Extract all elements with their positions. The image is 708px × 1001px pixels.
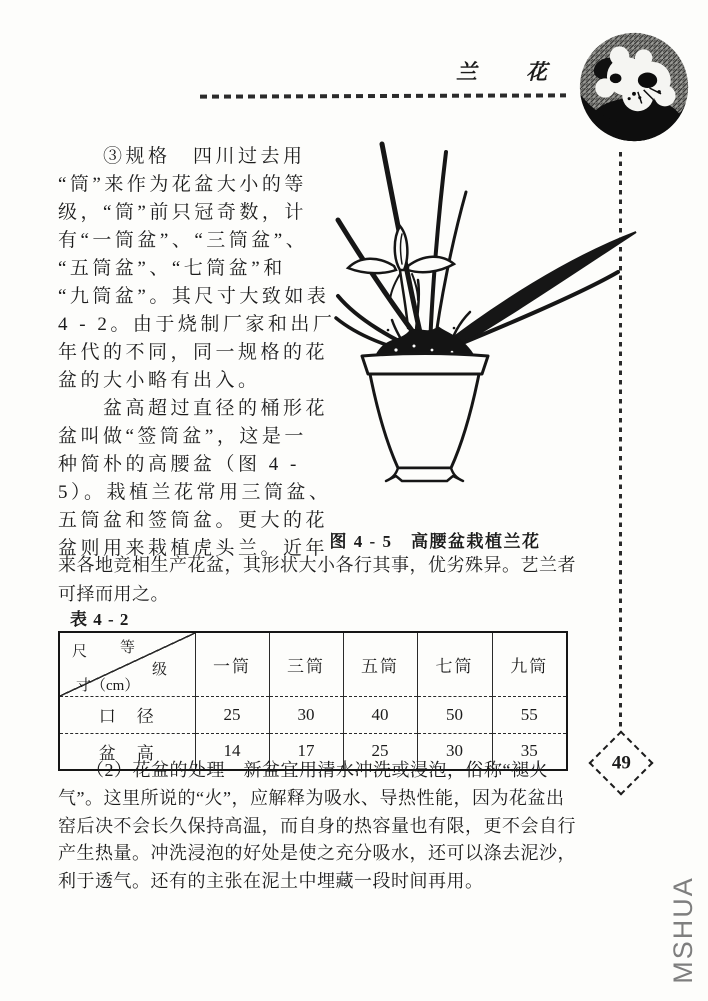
text-line: 有“一筒盆”、“三筒盆”、: [58, 230, 309, 251]
row-header: 盆 高: [59, 733, 195, 770]
text-line: 盆则用来栽植虎头兰。近年: [58, 538, 329, 559]
table-cell: 17: [269, 733, 343, 770]
text-line: 盆高超过直径的桶形花: [58, 398, 329, 419]
text-line: 气”。这里所说的“火”，应解释为吸水、导热性能，因为花盆出: [58, 787, 565, 808]
corner-char: 寸（cm）: [76, 678, 140, 694]
text-line: 可择而用之。: [58, 583, 169, 604]
table-cell: 25: [343, 733, 417, 770]
text-line: 五筒盆和签筒盆。更大的花: [58, 510, 329, 531]
table-cell: 50: [417, 696, 492, 733]
figure-caption: 图 4 - 5 高腰盆栽植兰花: [329, 532, 541, 551]
table-cell: 40: [343, 696, 417, 733]
table-corner-cell: [59, 632, 195, 696]
table-cell: 14: [195, 733, 269, 770]
column-header: 九筒: [492, 632, 567, 696]
table-cell: 30: [417, 733, 492, 770]
body-text-column: [58, 143, 354, 563]
corner-char: 尺: [72, 644, 88, 660]
text-line: 盆叫做“签筒盆”，这是一: [58, 426, 307, 447]
table-label: 表 4 - 2: [70, 610, 130, 629]
text-line: 4 - 2。由于烧制厂家和出厂: [58, 314, 336, 335]
pot-size-table: [58, 631, 568, 771]
text-line: “五筒盆”、“七筒盆”和: [58, 258, 286, 279]
table-cell: 30: [269, 696, 343, 733]
text-line: 利于透气。还有的主张在泥土中埋藏一段时间再用。: [58, 871, 484, 892]
corner-char: 等: [120, 640, 136, 656]
text-line: 盆的大小略有出入。: [58, 370, 261, 391]
column-header: 五筒: [343, 632, 417, 696]
page-number: 49: [611, 752, 631, 773]
text-line: 年代的不同，同一规格的花: [58, 342, 329, 363]
orchid-in-tall-pot-drawing: [336, 122, 640, 522]
text-line: 种简朴的高腰盆（图 4 -: [58, 454, 300, 475]
column-header: 一筒: [195, 632, 269, 696]
watermark-text: MSHUA: [668, 876, 698, 984]
table-cell: 25: [195, 696, 269, 733]
text-line: 窑后决不会长久保持高温，而自身的热容量也有限，更不会自行: [58, 815, 576, 836]
header-dashed-rule: [200, 93, 566, 98]
table-cell: 35: [492, 733, 567, 770]
corner-char: 级: [152, 662, 168, 678]
table-row: [59, 696, 567, 733]
column-header: 三筒: [269, 632, 343, 696]
table-cell: 55: [492, 696, 567, 733]
text-line: 产生热量。冲洗浸泡的好处是使之充分吸水，还可以涤去泥沙，: [58, 843, 576, 864]
text-line: “筒”来作为花盆大小的等: [58, 174, 307, 195]
text-line: 5）。栽植兰花常用三筒盆、: [58, 482, 332, 503]
text-line: （2）花盆的处理 新盆宜用清水冲洗或浸泡，俗称“褪火: [58, 760, 548, 780]
text-line: 来各地竞相生产花盆，其形状大小各行其事，优劣殊异。艺兰者: [58, 555, 576, 575]
text-line: “九筒盆”。其尺寸大致如表: [58, 286, 330, 307]
row-header: 口 径: [59, 696, 195, 733]
running-title: 兰 花: [456, 60, 561, 84]
body-text-wide: [58, 551, 618, 608]
column-header: 七筒: [417, 632, 492, 696]
text-line: 级，“筒”前只冠奇数，计: [58, 202, 307, 223]
body-text-bottom: [58, 757, 618, 896]
text-line: ③规格 四川过去用: [58, 146, 306, 167]
